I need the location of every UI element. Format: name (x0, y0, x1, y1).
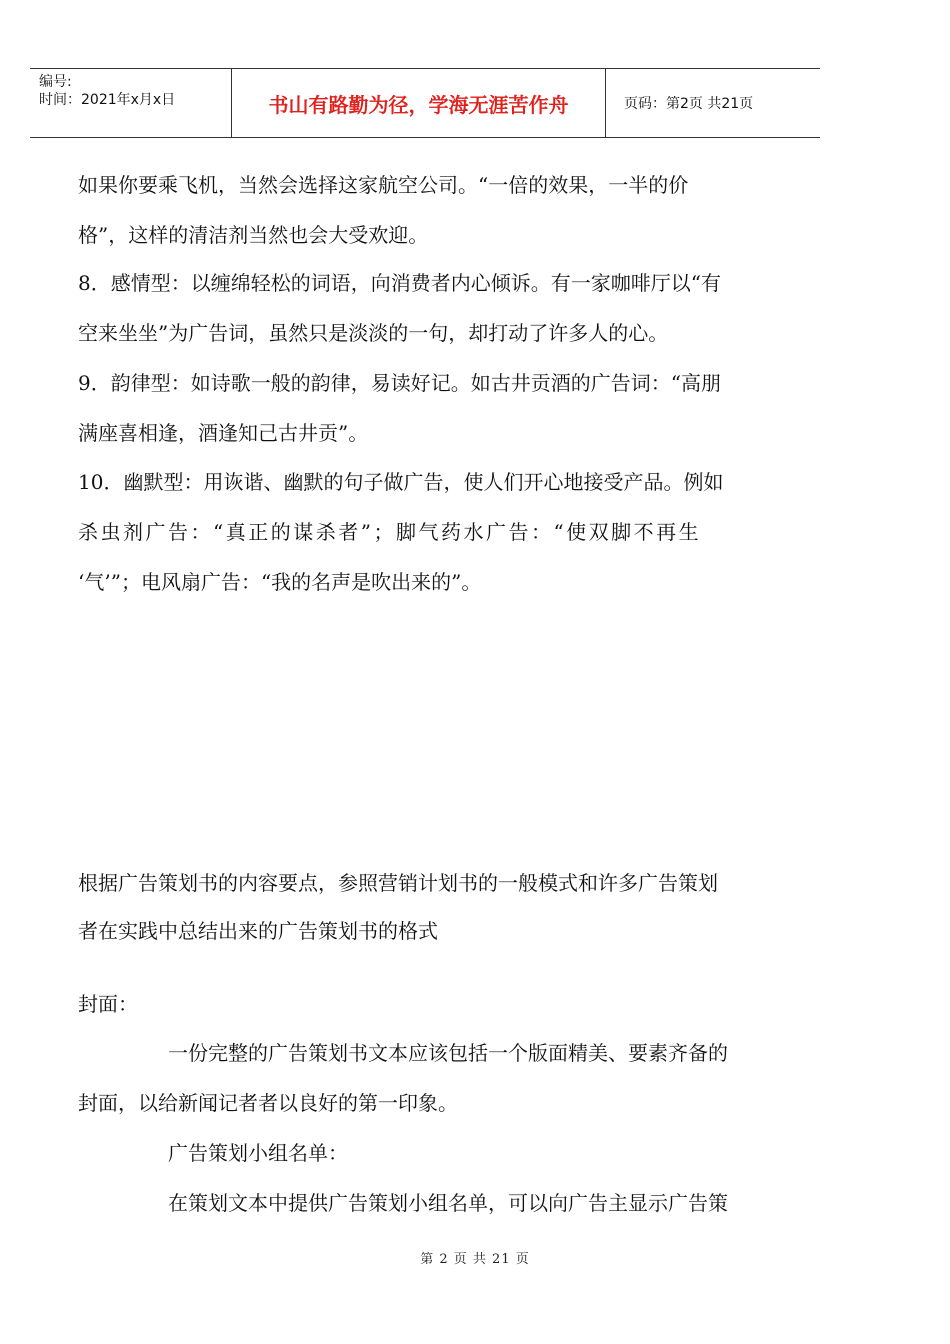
section-heading: 广告策划小组名单： (168, 1141, 348, 1165)
body-line: 者在实践中总结出来的广告策划书的格式 (78, 919, 438, 943)
body-line: 10．幽默型：用诙谐、幽默的句子做广告，使人们开心地接受产品。例如 (78, 470, 724, 494)
page-footer: 第 2 页 共 21 页 (420, 1252, 530, 1267)
body-line: 在策划文本中提供广告策划小组名单，可以向广告主显示广告策 (168, 1191, 728, 1215)
body-line: 8．感情型：以缠绵轻松的词语，向消费者内心倾诉。有一家咖啡厅以“有 (78, 271, 721, 295)
date-line: 时间：2021年x月x日 (39, 92, 176, 108)
body-line: 如果你要乘飞机，当然会选择这家航空公司。“一倍的效果，一半的价 (78, 173, 689, 197)
body-line: 满座喜相逢，酒逢知己古井贡”。 (78, 421, 369, 445)
section-heading: 封面： (78, 992, 138, 1016)
page-info-text: 页码：第2页 共21页 (624, 96, 754, 112)
page-header (30, 68, 820, 138)
header-meta (30, 69, 230, 137)
body-line: 空来坐坐”为广告词，虽然只是淡淡的一句，却打动了许多人的心。 (78, 321, 669, 345)
body-line: 根据广告策划书的内容要点，参照营销计划书的一般模式和许多广告策划 (78, 871, 718, 895)
body-line: 一份完整的广告策划书文本应该包括一个版面精美、要素齐备的 (168, 1041, 728, 1065)
header-page-info (614, 69, 820, 137)
body-line: ‘气’”；电风扇广告：“我的名声是吹出来的”。 (78, 570, 482, 594)
body-line: 杀虫剂广告：“真正的谋杀者”；脚气药水广告：“使双脚不再生 (78, 520, 702, 544)
doc-number-label: 编号: (39, 74, 72, 90)
header-motto: 书山有路勤为径，学海无涯苦作舟 (231, 69, 606, 137)
body-line: 格”，这样的清洁剂当然也会大受欢迎。 (78, 223, 429, 247)
body-line: 封面，以给新闻记者者以良好的第一印象。 (78, 1091, 458, 1115)
body-line: 9．韵律型：如诗歌一般的韵律，易读好记。如古井贡酒的广告词：“高朋 (78, 371, 721, 395)
